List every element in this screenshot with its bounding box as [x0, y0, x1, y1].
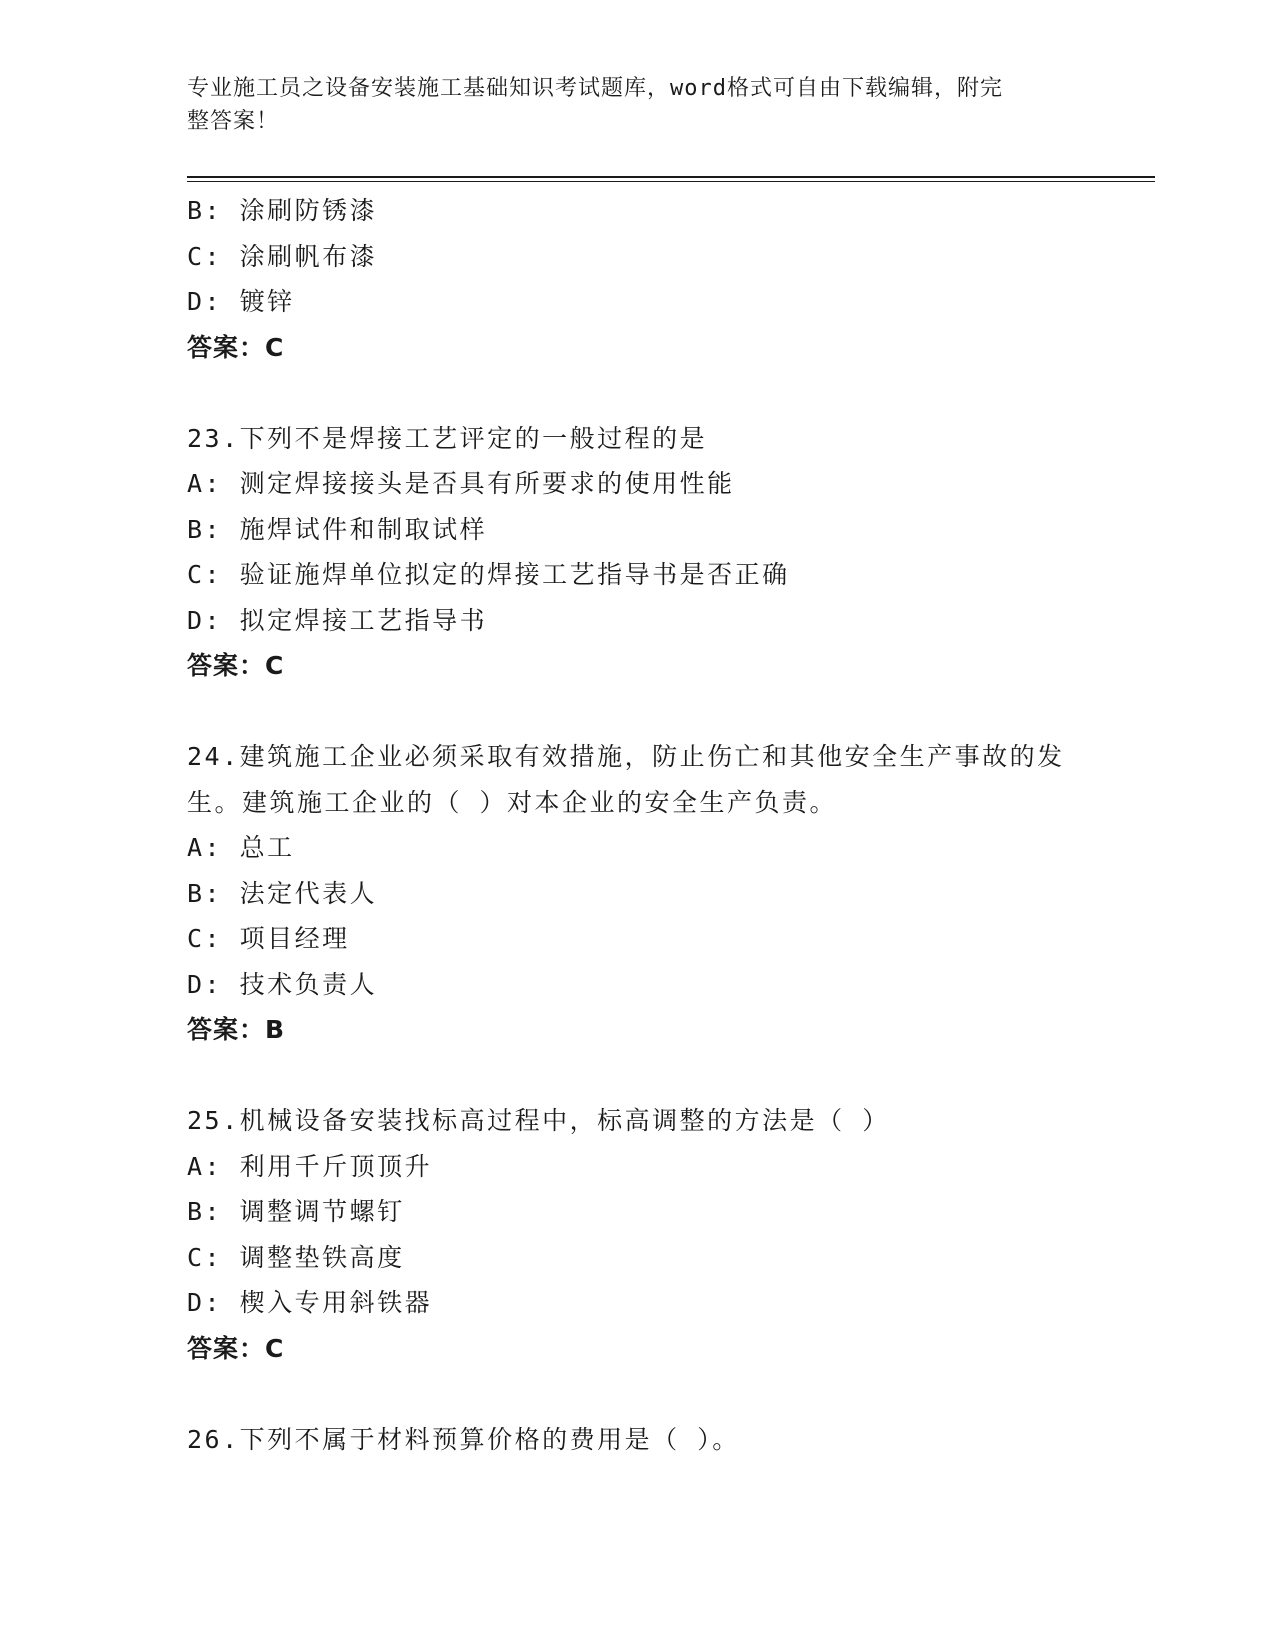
option-b: B: 法定代表人	[187, 878, 378, 908]
option-d: D: 楔入专用斜铁器	[187, 1288, 433, 1317]
question-23	[187, 416, 1087, 689]
answer-line: 答案：C	[187, 332, 285, 362]
answer-line: 答案：B	[187, 1015, 286, 1044]
question-24	[187, 734, 1087, 1053]
question-26	[187, 1417, 1087, 1463]
header-divider-thin	[187, 181, 1155, 182]
option-d: D: 技术负责人	[187, 969, 378, 999]
question-22-continued	[187, 188, 1087, 370]
spacer	[187, 370, 1087, 416]
option-b: B: 调整调节螺钉	[187, 1197, 405, 1226]
header-divider-thick	[187, 176, 1155, 178]
option-a: A: 总工	[187, 833, 295, 862]
question-content	[187, 188, 1087, 1462]
spacer	[187, 1371, 1087, 1417]
question-stem: 23.下列不是焊接工艺评定的一般过程的是	[187, 423, 708, 453]
header-title-line-2: 整答案！	[187, 109, 280, 134]
question-stem: 26.下列不属于材料预算价格的费用是（ ）。	[187, 1424, 740, 1454]
question-stem: 25.机械设备安装找标高过程中，标高调整的方法是（ ）	[187, 1106, 890, 1135]
header-title-line-1: 专业施工员之设备安装施工基础知识考试题库，word格式可自由下载编辑，附完	[187, 76, 1003, 101]
option-b: B: 涂刷防锈漆	[187, 196, 378, 225]
answer-line: 答案：C	[187, 1333, 285, 1363]
question-stem: 24.建筑施工企业必须采取有效措施，防止伤亡和其他安全生产事故的发生。建筑施工企业的（ ）对本企业的安全生产负责。	[187, 742, 1065, 817]
option-c: C: 涂刷帆布漆	[187, 241, 378, 271]
option-c: C: 项目经理	[187, 924, 350, 953]
option-c: C: 调整垫铁高度	[187, 1242, 405, 1272]
option-b: B: 施焊试件和制取试样	[187, 514, 488, 544]
spacer	[187, 689, 1087, 735]
answer-line: 答案：C	[187, 651, 285, 680]
question-25	[187, 1098, 1087, 1371]
document-header	[187, 72, 1087, 138]
option-d: D: 拟定焊接工艺指导书	[187, 605, 488, 635]
option-a: A: 测定焊接接头是否具有所要求的使用性能	[187, 469, 735, 498]
spacer	[187, 1053, 1087, 1099]
option-d: D: 镀锌	[187, 287, 295, 316]
option-c: C: 验证施焊单位拟定的焊接工艺指导书是否正确	[187, 560, 790, 589]
option-a: A: 利用千斤顶顶升	[187, 1151, 433, 1181]
